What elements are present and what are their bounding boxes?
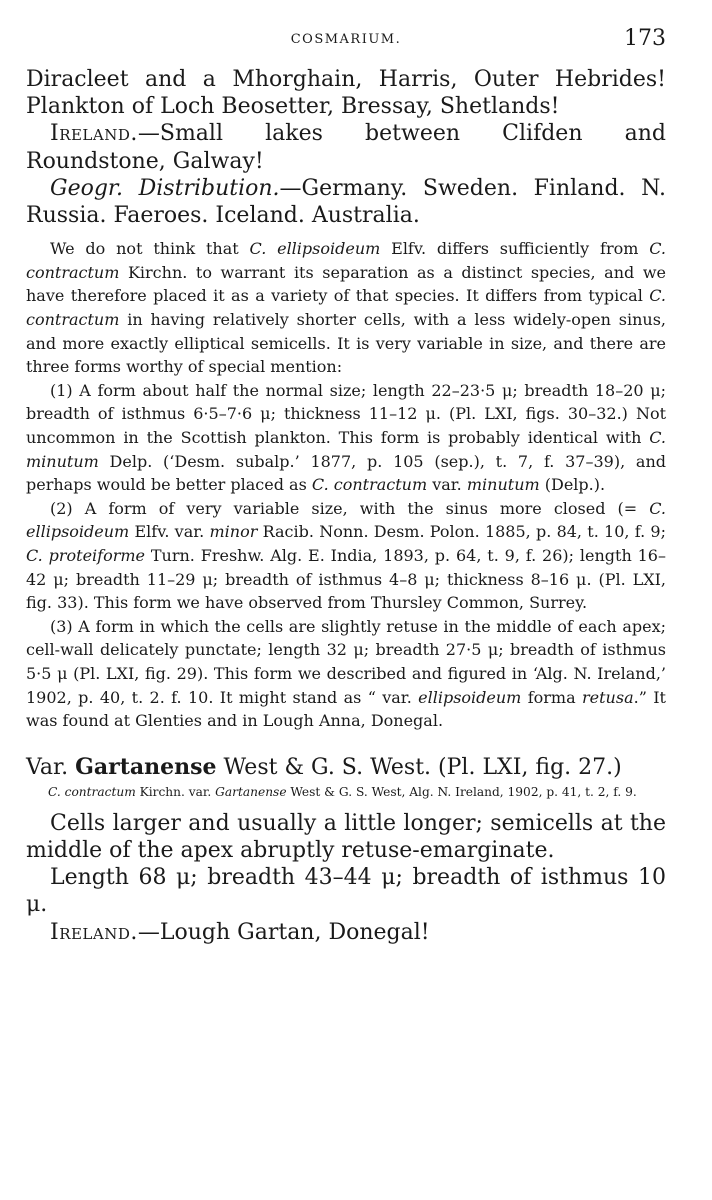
text-run: (Delp.). <box>539 475 606 495</box>
discussion-paragraph <box>26 237 666 379</box>
species-name: retusa <box>582 687 634 707</box>
species-name: C. contractum <box>48 784 136 799</box>
running-head: COSMARIUM. <box>290 32 402 47</box>
form-1-paragraph <box>26 379 666 497</box>
page-number: 173 <box>624 26 666 51</box>
ireland-label: Ireland. <box>50 121 138 147</box>
ireland-localities <box>26 120 666 174</box>
text-run: Turn. Freshw. Alg. E. India, 1893, p. 64, t. 9, f. 26); length 16–42 μ; breadth 11–29 μ; breadth of isthmus 4–8 μ; thickness 8–16 μ. (Pl. LXI, fig. 33). This form we have observed from Thursley Common, Surrey. <box>26 545 666 613</box>
book-page <box>26 28 666 946</box>
text-run: West & G. S. West, Alg. N. Ireland, 1902, p. 41, t. 2, f. 9. <box>286 784 637 799</box>
variety-heading <box>26 753 666 782</box>
text-run: (3) A form in which the cells are slightly retuse in the middle of each apex; cell-wall delicately punctate; length 32 μ; breadth 27·5 μ; breadth of isthmus 5·5 μ (Pl. LXI, fig. 29). This form we described and figured in ‘Alg. N. Ireland,’ 1902, p. 40, t. 2. f. 10. It might stand as “ var. <box>26 616 666 707</box>
species-name: C. contractum <box>26 239 666 282</box>
variety-measurements: Length 68 μ; breadth 43–44 μ; breadth of isthmus 10 μ. <box>26 865 666 918</box>
text-run: (2) A form of very variable size, with the sinus more closed (= <box>50 498 650 518</box>
ireland-text: —Small lakes between Clifden and Roundstone, Galway! <box>26 121 666 174</box>
species-name: C. proteiforme <box>26 545 145 565</box>
variety-description: Cells larger and usually a little longer; semicells at the middle of the apex abruptly retuse-emarginate. <box>26 810 666 863</box>
text-run: in having relatively shorter cells, with a less widely-open sinus, and more exactly elliptical semicells. It is very variable in size, and there are three forms worthy of special mention: <box>26 310 666 377</box>
text-run: Kirchn. to warrant its separation as a distinct species, and we have therefore placed it as a variety of that species. It differs from typical <box>26 262 666 306</box>
species-name: C. contractum <box>26 286 666 329</box>
scotland-localities: Diracleet and a Mhorghain, Harris, Outer Hebrides! Plankton of Loch Beosetter, Bressay, Shetlands! <box>26 67 666 120</box>
var-authority: West & G. S. West. (Pl. LXI, fig. 27.) <box>216 754 622 780</box>
var-name: Gartanense <box>75 753 217 780</box>
species-name: minor <box>209 522 258 542</box>
species-name: minutum <box>466 475 540 495</box>
text-run: (1) A form about half the normal size; length 22–23·5 μ; breadth 18–20 μ; breadth of isthmus 6·5–7·6 μ; thickness 11–12 μ. (Pl. LXI, figs. 30–32.) Not uncommon in the Scottish plankton. This form is probably identical with <box>26 380 666 447</box>
species-name: C. contractum <box>311 475 428 495</box>
text-run: We do not think that <box>50 239 250 259</box>
form-3-paragraph <box>26 615 666 733</box>
text-run: forma <box>521 687 582 707</box>
text-run: Delp. (‘Desm. subalp.’ 1877, p. 105 (sep.), t. 7, f. 37–39), and perhaps would be better placed as <box>26 451 666 495</box>
text-run: var. <box>427 475 467 495</box>
page-header <box>26 28 666 66</box>
text-run: Elfv. differs sufficiently from <box>380 239 650 259</box>
form-2-paragraph <box>26 497 666 615</box>
localities-paragraph <box>26 66 666 120</box>
species-name: C. ellipsoideum <box>249 239 381 259</box>
synonym-citation <box>26 782 666 802</box>
geogr-label: Geogr. Distribution. <box>50 175 280 201</box>
geogr-text: —Germany. Sweden. Finland. N. Russia. Faeroes. Iceland. Australia. <box>26 175 666 229</box>
text-run: Elfv. var. <box>129 522 210 542</box>
species-name: C. ellipsoideum <box>26 498 666 542</box>
var-prefix: Var. <box>26 754 76 780</box>
ireland-text: —Lough Gartan, Donegal! <box>137 919 430 945</box>
geographic-distribution <box>26 175 666 229</box>
text-run: Kirchn. var. <box>135 784 216 799</box>
text-run: Racib. Nonn. Desm. Polon. 1885, p. 84, t. 10, f. 9; <box>257 522 666 542</box>
variety-ireland-locality <box>26 919 666 946</box>
text-run: .” It was found at Glenties and in Lough Anna, Donegal. <box>26 687 666 731</box>
ireland-label: Ireland. <box>50 919 138 945</box>
species-name: ellipsoideum <box>418 687 522 707</box>
variety-name: Gartanense <box>215 784 287 799</box>
species-name: C. minutum <box>26 427 666 471</box>
